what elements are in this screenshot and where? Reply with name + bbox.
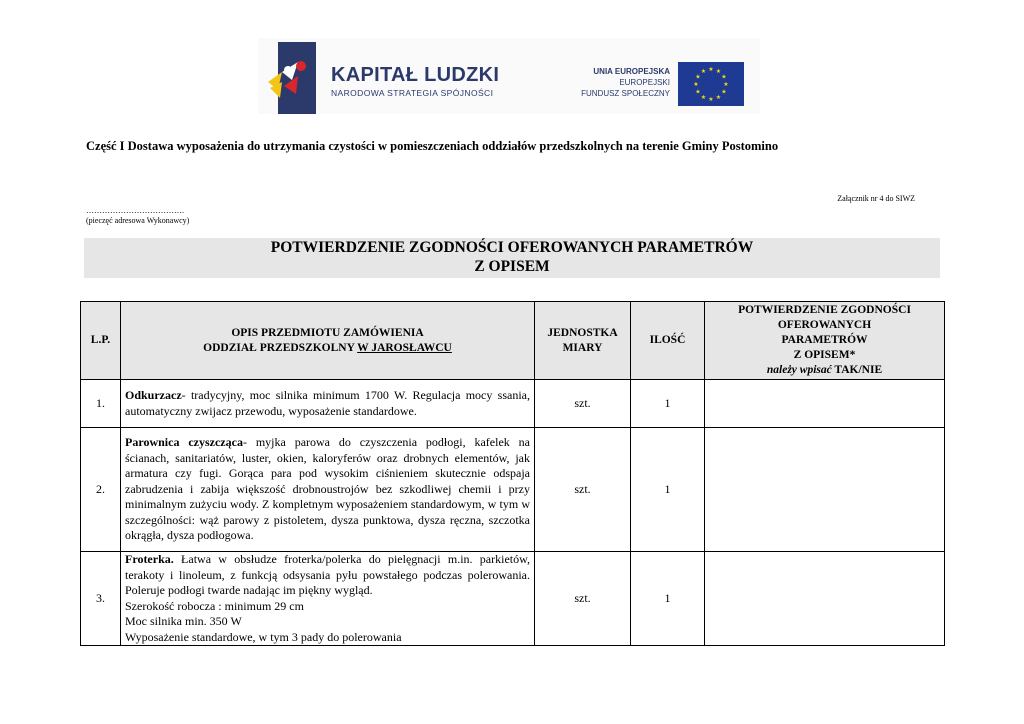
svg-text:★: ★ bbox=[693, 81, 699, 88]
row-3-item-name: Froterka. bbox=[125, 552, 174, 566]
kapital-ludzki-logo bbox=[268, 42, 318, 114]
row-3-lp: 3. bbox=[81, 552, 121, 646]
header-unit-line-1: JEDNOSTKA bbox=[547, 326, 618, 339]
row-3-confirmation-cell[interactable] bbox=[705, 552, 945, 646]
header-confirmation-options: TAK/NIE bbox=[831, 364, 883, 376]
header-lp: L.P. bbox=[81, 302, 121, 380]
title-box bbox=[84, 238, 940, 278]
row-3-unit: szt. bbox=[535, 552, 631, 646]
header-description-prefix: ODDZIAŁ PRZEDSZKOLNY bbox=[203, 341, 358, 354]
svg-text:★: ★ bbox=[695, 88, 701, 96]
row-2-item-text: - myjka parowa do czyszczenia podłogi, kafelek na ścianach, sanitariatów, luster, okien, kaloryferów oraz drobnych elementów, jak armatura czy fugi. Gorąca para pod wysokim ciśnieniem skutecznie odspaja zabrudzenia i zabija większość drobnoustrojów bez szkodliwej chemii i przy minimalnym zużyciu wody. Z kompletnym wyposażeniem standardowym, w tym w szczególności: wąż parowy z pistoletem, dysza punktowa, dysza ręczna, szczotka okrągła, dysza podłogowa. bbox=[125, 435, 530, 543]
eu-logo-text bbox=[520, 66, 670, 99]
svg-text:★: ★ bbox=[715, 68, 722, 75]
header-unit bbox=[535, 302, 631, 380]
header-description-line-1: OPIS PRZEDMIOTU ZAMÓWIENIA bbox=[231, 326, 424, 339]
row-3-item-text: Łatwa w obsłudze froterka/polerka do pielęgnacji m.in. parkietów, terakoty i linoleum, z funkcją odsysania pyłu powstałego podczas polerowania. Poleruje podłogi twarde nadając im piękny wygląd. bbox=[125, 552, 530, 597]
document-heading: Część I Dostawa wyposażenia do utrzymania czystości w pomieszczeniach oddziałów przedszkolnych na terenie Gminy Postomino bbox=[86, 139, 779, 153]
row-3-spec-width: Szerokość robocza : minimum 29 cm bbox=[125, 598, 304, 613]
specification-table bbox=[80, 301, 945, 646]
title-line-2: Z OPISEM bbox=[474, 258, 550, 275]
svg-text:★: ★ bbox=[695, 73, 701, 81]
header-quantity: ILOŚĆ bbox=[631, 302, 705, 380]
row-3-quantity: 1 bbox=[631, 552, 705, 646]
eu-flag-icon bbox=[678, 62, 744, 106]
row-2-description bbox=[121, 428, 535, 552]
header-description-location: W JAROSŁAWCU bbox=[357, 341, 452, 354]
row-2-quantity: 1 bbox=[631, 428, 705, 552]
header-description-line-2 bbox=[125, 341, 530, 356]
table-row bbox=[81, 552, 945, 646]
row-3-paragraph bbox=[125, 552, 530, 599]
header-confirmation-line-4: Z OPISEM* bbox=[793, 349, 856, 361]
table-row bbox=[81, 380, 945, 428]
svg-text:★: ★ bbox=[715, 94, 722, 101]
eu-line-2: EUROPEJSKI bbox=[619, 78, 670, 87]
svg-text:★: ★ bbox=[723, 81, 729, 88]
eu-line-3: FUNDUSZ SPOŁECZNY bbox=[581, 89, 670, 98]
eu-line-1: UNIA EUROPEJSKA bbox=[593, 67, 670, 76]
svg-text:★: ★ bbox=[708, 66, 714, 73]
row-1-unit: szt. bbox=[535, 380, 631, 428]
stamp-label: (pieczęć adresowa Wykonawcy) bbox=[86, 216, 190, 225]
header-confirmation-line-1: POTWIERDZENIE ZGODNOŚCI bbox=[738, 304, 911, 316]
row-1-lp: 1. bbox=[81, 380, 121, 428]
row-3-spec-power: Moc silnika min. 350 W bbox=[125, 614, 242, 628]
header-unit-line-2: MIARY bbox=[562, 341, 603, 354]
row-3-spec-equipment: Wyposażenie standardowe, w tym 3 pady do polerowania bbox=[125, 629, 402, 644]
stamp-dotted-line: ………………………………. bbox=[86, 206, 184, 215]
row-1-item-text: - tradycyjny, moc silnika minimum 1700 W. Regulacja mocy ssania, automatyczny zwijacz przewodu, wyposażenie standardowe. bbox=[125, 388, 530, 418]
row-2-confirmation-cell[interactable] bbox=[705, 428, 945, 552]
kapital-ludzki-title: KAPITAŁ LUDZKI bbox=[331, 64, 500, 86]
svg-text:★: ★ bbox=[708, 96, 714, 103]
row-2-unit: szt. bbox=[535, 428, 631, 552]
header-confirmation bbox=[705, 302, 945, 380]
annex-label: Załącznik nr 4 do SIWZ bbox=[837, 194, 915, 203]
header-confirmation-line-5 bbox=[709, 363, 940, 378]
svg-text:★: ★ bbox=[721, 73, 727, 81]
header-description bbox=[121, 302, 535, 380]
table-row bbox=[81, 428, 945, 552]
title-line-1: POTWIERDZENIE ZGODNOŚCI OFEROWANYCH PARAMETRÓW bbox=[270, 239, 754, 256]
row-1-description bbox=[121, 380, 535, 428]
kapital-ludzki-subtitle: NARODOWA STRATEGIA SPÓJNOŚCI bbox=[331, 88, 494, 98]
svg-text:★: ★ bbox=[721, 88, 727, 96]
row-3-description bbox=[121, 552, 535, 646]
row-2-item-name: Parownica czyszcząca bbox=[125, 435, 243, 450]
header-confirmation-instruction: należy wpisać bbox=[766, 364, 832, 376]
svg-text:★: ★ bbox=[700, 68, 707, 75]
row-1-quantity: 1 bbox=[631, 380, 705, 428]
header-confirmation-line-2: OFEROWANYCH bbox=[777, 319, 872, 331]
table-header-row bbox=[81, 302, 945, 380]
row-1-confirmation-cell[interactable] bbox=[705, 380, 945, 428]
row-2-lp: 2. bbox=[81, 428, 121, 552]
row-1-item-name: Odkurzacz bbox=[125, 388, 182, 402]
header-confirmation-line-3: PARAMETRÓW bbox=[781, 334, 868, 346]
svg-text:★: ★ bbox=[700, 94, 707, 101]
